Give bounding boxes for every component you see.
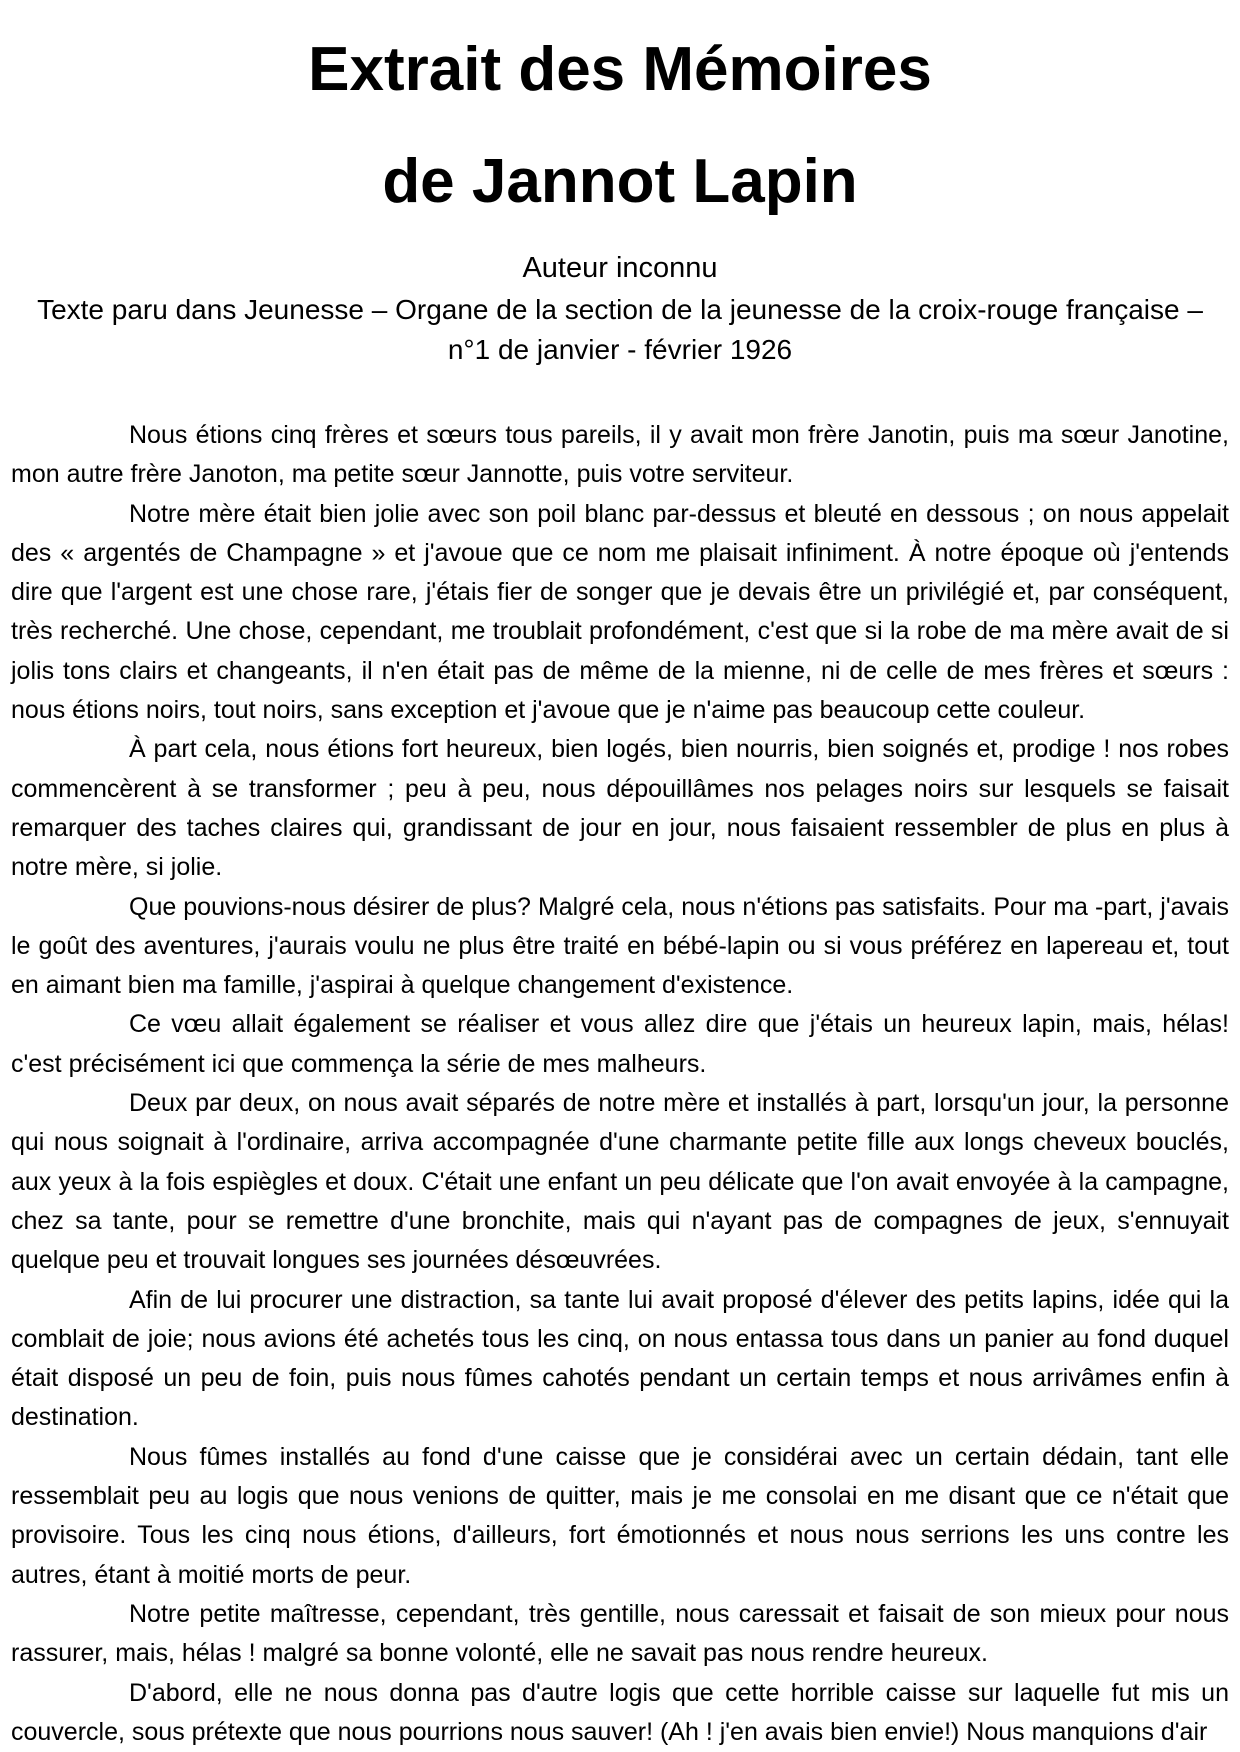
- document-body: [11, 416, 1229, 1752]
- paragraph-6: Deux par deux, on nous avait séparés de notre mère et installés à part, lorsqu'un jour, la personne qui nous soignait à l'ordinaire, arriva accompagnée d'une charmante petite fille aux longs cheveux bouclés, aux yeux à la fois espiègles et doux. C'était une enfant un peu délicate que l'on avait envoyée à la campagne, chez sa tante, pour se remettre d'une bronchite, mais qui n'ayant pas de compagnes de jeux, s'ennuyait quelque peu et trouvait longues ses journées désœuvrées.: [11, 1089, 1229, 1275]
- source-line-1: Texte paru dans Jeunesse – Organe de la section de la jeunesse de la croix-rouge française –: [37, 294, 1203, 325]
- paragraph-10: D'abord, elle ne nous donna pas d'autre logis que cette horrible caisse sur laquelle fut mis un couvercle, sous prétexte que nous pourrions nous sauver! (Ah ! j'en avais bien envie!) Nous manquions d'air: [11, 1678, 1229, 1746]
- paragraph-8: Nous fûmes installés au fond d'une caisse que je considérai avec un certain dédain, tant elle ressemblait peu au logis que nous venions de quitter, mais je me consolai en me disant que ce n'était que provisoire. Tous les cinq nous étions, d'ailleurs, fort émotionnés et nous nous serrions les uns contre les autres, étant à moitié morts de peur.: [11, 1442, 1229, 1589]
- paragraph-7: Afin de lui procurer une distraction, sa tante lui avait proposé d'élever des petits lapins, idée qui la comblait de joie; nous avions été achetés tous les cinq, on nous entassa tous dans un panier au fond duquel était disposé un peu de foin, puis nous fûmes cahotés pendant un certain temps et nous arrivâmes enfin à destination.: [11, 1285, 1229, 1432]
- source-line-2: n°1 de janvier - février 1926: [447, 334, 793, 365]
- paragraph-1: Nous étions cinq frères et sœurs tous pareils, il y avait mon frère Janotin, puis ma sœur Janotine, mon autre frère Janoton, ma petite sœur Jannotte, puis votre serviteur.: [11, 421, 1229, 489]
- document-title: [11, 0, 1229, 238]
- title-line-2: de Jannot Lapin: [382, 147, 858, 216]
- paragraph-4: Que pouvions-nous désirer de plus? Malgré cela, nous n'étions pas satisfaits. Pour ma -part, j'avais le goût des aventures, j'aurais voulu ne plus être traité en bébé-lapin ou si vous préférez en lapereau et, tout en aimant bien ma famille, j'aspirai à quelque changement d'existence.: [11, 892, 1229, 1000]
- paragraph-5: Ce vœu allait également se réaliser et vous allez dire que j'étais un heureux lapin, mais, hélas! c'est précisément ici que commença la série de mes malheurs.: [11, 1010, 1229, 1078]
- title-line-1: Extrait des Mémoires: [308, 35, 932, 104]
- source-note: [11, 290, 1229, 370]
- paragraph-9: Notre petite maîtresse, cependant, très gentille, nous caressait et faisait de son mieux pour nous rassurer, mais, hélas ! malgré sa bonne volonté, elle ne savait pas nous rendre heureux.: [11, 1599, 1229, 1668]
- author-line: Auteur inconnu: [522, 252, 718, 284]
- paragraph-3: À part cela, nous étions fort heureux, bien logés, bien nourris, bien soignés et, prodige ! nos robes commencèrent à se transformer ; peu à peu, nous dépouillâmes nos pelages noirs sur lesquels se faisait remarquer des taches claires qui, grandissant de jour en jour, nous faisaient ressembler de plus en plus à notre mère, si jolie.: [11, 735, 1229, 882]
- paragraph-2: Notre mère était bien jolie avec son poil blanc par-dessus et bleuté en dessous ; on nous appelait des « argentés de Champagne » et j'avoue que ce nom me plaisait infiniment. À notre époque où j'entends dire que l'argent est une chose rare, j'étais fier de songer que je devais être un privilégié et, par conséquent, très recherché. Une chose, cependant, me troublait profondément, c'est que si la robe de ma mère avait de si jolis tons clairs et changeants, il n'en était pas de même de la mienne, ni de celle de mes frères et sœurs : nous étions noirs, tout noirs, sans exception et j'avoue que je n'aime pas beaucoup cette couleur.: [11, 499, 1229, 725]
